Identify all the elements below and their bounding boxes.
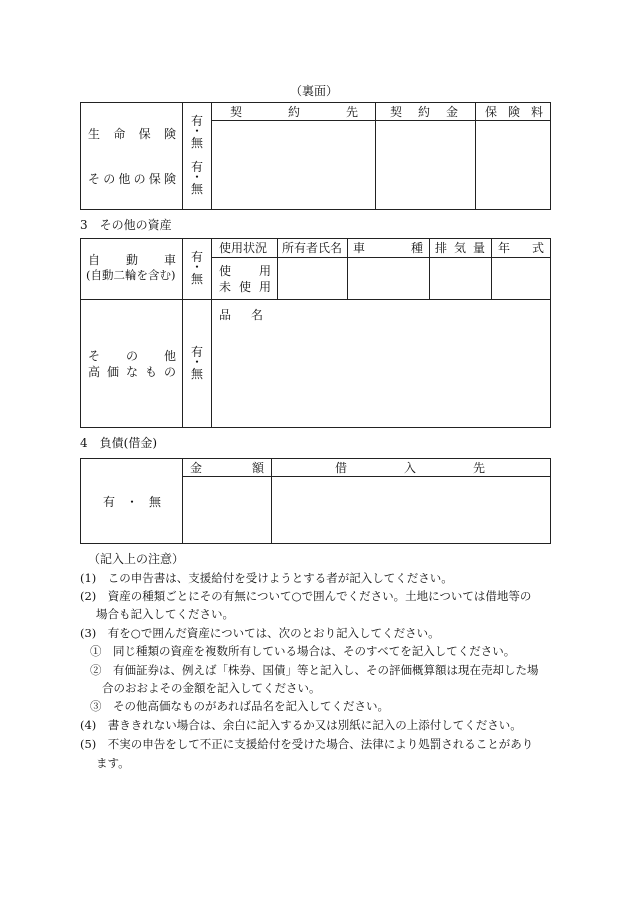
other-insurance-label: そ の 他 の 保 険 bbox=[88, 172, 176, 186]
note-item: (4) 書ききれない場合は、余白に記入するか又は別紙に記入の上添付してください。 bbox=[80, 718, 522, 732]
note-item: (1) この申告書は、支援給付を受けようとする者が記入してください。 bbox=[80, 571, 453, 585]
col-year-header: 年 式 bbox=[498, 241, 544, 255]
col-owner-header: 所有者氏名 bbox=[282, 241, 343, 255]
debt-ari-nashi[interactable]: 有 ・ 無 bbox=[103, 495, 161, 509]
car-label: 自 動 車 bbox=[88, 253, 176, 267]
page-title: （裏面） bbox=[290, 84, 339, 98]
assets-table bbox=[80, 238, 551, 428]
car-sublabel: (自動二輪を含む) bbox=[86, 268, 176, 282]
note-item: ② 有価証券は、例えば「株券、国債」等と記入し、その評価概算額は現在売却した場 bbox=[90, 663, 539, 677]
other-valuables-ari-nashi[interactable]: 有 ・ 無 bbox=[190, 345, 203, 381]
note-item: 合のおおよその金額を記入してください。 bbox=[102, 681, 321, 695]
note-item: ③ その他高価なものがあれば品名を記入してください。 bbox=[90, 699, 389, 713]
note-item: (5) 不実の申告をして不正に支援給付を受けた場合、法律により処罰されることがあり bbox=[80, 737, 534, 751]
note-item: (3) 有を○で囲んだ資産については、次のとおり記入してください。 bbox=[80, 626, 440, 640]
col-model-header: 車 種 bbox=[353, 241, 423, 255]
section4-title: 4 負債(借金) bbox=[80, 436, 157, 450]
usage-option-use[interactable]: 使 用 bbox=[219, 264, 271, 278]
note-item: ます。 bbox=[96, 756, 130, 770]
other-valuables-label2: 高 価 な も の bbox=[88, 365, 176, 379]
col-premium-header: 保 険 料 bbox=[485, 105, 543, 119]
col-lender-header: 借 入 先 bbox=[335, 461, 485, 475]
notes-heading: （記入上の注意） bbox=[88, 552, 185, 566]
other-valuables-label1: そ の 他 bbox=[88, 349, 176, 363]
insurance-table bbox=[80, 102, 551, 210]
col-usage-header: 使用状況 bbox=[219, 241, 268, 255]
note-item: ① 同じ種類の資産を複数所有している場合は、そのすべてを記入してください。 bbox=[90, 644, 516, 658]
note-item: 場合も記入してください。 bbox=[96, 607, 234, 621]
item-name-label: 品 名 bbox=[219, 308, 263, 322]
col-debt-amount-header: 金 額 bbox=[190, 461, 264, 475]
col-contract-header: 契 約 先 bbox=[230, 105, 358, 119]
col-displacement-header: 排 気 量 bbox=[435, 241, 485, 255]
life-insurance-label: 生 命 保 険 bbox=[88, 127, 176, 141]
col-amount-header: 契 約 金 bbox=[390, 105, 458, 119]
usage-option-unused[interactable]: 未 使 用 bbox=[219, 280, 271, 294]
car-ari-nashi[interactable]: 有 ・ 無 bbox=[190, 250, 203, 286]
section3-title: 3 その他の資産 bbox=[80, 218, 172, 232]
life-insurance-ari-nashi[interactable]: 有 ・ 無 bbox=[190, 114, 203, 150]
other-insurance-ari-nashi[interactable]: 有 ・ 無 bbox=[190, 160, 203, 196]
note-item: (2) 資産の種類ごとにその有無について○で囲んでください。土地については借地等の bbox=[80, 589, 532, 603]
